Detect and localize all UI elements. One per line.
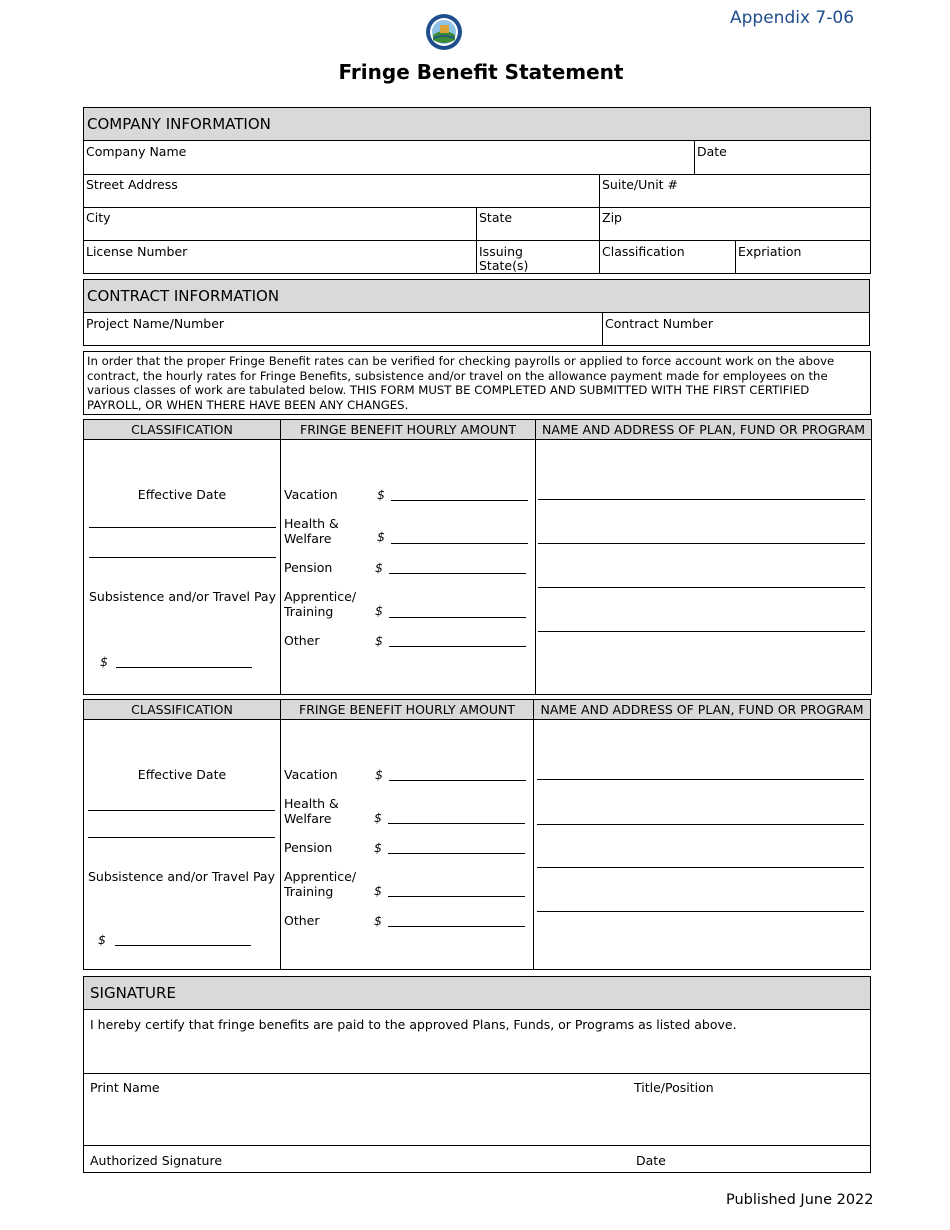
project-name-field[interactable]: Project Name/Number [86, 316, 225, 331]
license-classification-field[interactable]: Classification [602, 244, 685, 259]
apprentice-label-1: Apprentice/ [284, 589, 357, 604]
vacation-amount-line[interactable] [391, 500, 528, 501]
effective-date-label: Effective Date [137, 487, 227, 502]
appendix-label: Appendix 7-06 [730, 8, 855, 28]
signature-heading: SIGNATURE [84, 977, 870, 1010]
other-label-2: Other [284, 913, 320, 928]
fringe-column-header-2: FRINGE BENEFIT HOURLY AMOUNT [299, 702, 515, 717]
vacation-dollar-2: $ [375, 767, 383, 782]
plan-line-2[interactable] [538, 543, 865, 544]
health-label-1: Health & [284, 516, 339, 531]
health-label-4: Welfare [284, 811, 332, 826]
classification-line-4[interactable] [88, 837, 275, 838]
city-field[interactable]: City [86, 210, 111, 225]
apprentice-dollar-2: $ [374, 883, 382, 898]
plan-line-4[interactable] [538, 631, 865, 632]
plan-line-7[interactable] [537, 867, 864, 868]
health-label-2: Welfare [284, 531, 332, 546]
subsistence-amount-line-2[interactable] [115, 945, 251, 946]
classification-column-header-2: CLASSIFICATION [131, 702, 233, 717]
vacation-label-2: Vacation [284, 767, 338, 782]
license-number-field[interactable]: License Number [86, 244, 188, 259]
fringe-table-1 [83, 419, 872, 695]
health-dollar: $ [377, 529, 385, 544]
other-label: Other [284, 633, 320, 648]
state-seal-icon [425, 13, 463, 51]
apprentice-label-4: Training [284, 884, 334, 899]
health-amount-line-2[interactable] [388, 823, 525, 824]
company-section [83, 107, 871, 274]
title-position-field[interactable]: Title/Position [634, 1080, 714, 1095]
subsistence-label-2: Subsistence and/or Travel Pay [88, 869, 275, 884]
classification-line-3[interactable] [88, 810, 275, 811]
other-amount-line[interactable] [389, 646, 526, 647]
signature-date-field[interactable]: Date [636, 1153, 666, 1168]
published-date: Published June 2022 [726, 1192, 874, 1208]
certification-text: I hereby certify that fringe benefits are paid to the approved Plans, Funds, or Programs as listed above. [90, 1017, 737, 1032]
page-title: Fringe Benefit Statement [338, 60, 624, 84]
health-amount-line[interactable] [391, 543, 528, 544]
pension-dollar: $ [375, 560, 383, 575]
effective-date-label-2: Effective Date [137, 767, 227, 782]
vacation-dollar: $ [377, 487, 385, 502]
health-dollar-2: $ [374, 810, 382, 825]
pension-amount-line[interactable] [389, 573, 526, 574]
classification-line-1[interactable] [89, 527, 276, 528]
vacation-label: Vacation [284, 487, 338, 502]
suite-field[interactable]: Suite/Unit # [602, 177, 679, 192]
contract-section [83, 279, 870, 346]
company-date-field[interactable]: Date [697, 144, 727, 159]
fringe-column-header: FRINGE BENEFIT HOURLY AMOUNT [300, 422, 516, 437]
state-field[interactable]: State [479, 210, 513, 225]
contract-number-field[interactable]: Contract Number [605, 316, 713, 331]
instructions-text: In order that the proper Fringe Benefit rates can be verified for checking payrolls or applied to force account work on the above contract, the hourly rates for Fringe Benefits, subsistence and/or travel on the allowance payment made for employees on the various classes of work are tabulated below. THIS FORM MUST BE COMPLETED AND SUBMITTED WITH THE FIRST CERTIFIED PAYROLL, OR WHEN THERE HAVE BEEN ANY CHANGES. [83, 351, 871, 415]
fringe-table-2 [83, 699, 871, 970]
company-name-field[interactable]: Company Name [86, 144, 187, 159]
classification-column-header: CLASSIFICATION [131, 422, 233, 437]
signature-section [83, 976, 871, 1173]
street-address-field[interactable]: Street Address [86, 177, 178, 192]
plan-column-header-2: NAME AND ADDRESS OF PLAN, FUND OR PROGRAM [540, 702, 864, 717]
other-dollar: $ [375, 633, 383, 648]
issuing-state-label-1: Issuing [479, 244, 523, 259]
authorized-signature-field[interactable]: Authorized Signature [90, 1153, 223, 1168]
plan-line-3[interactable] [538, 587, 865, 588]
apprentice-label-2: Training [284, 604, 334, 619]
subsistence-dollar-2: $ [98, 932, 106, 947]
issuing-state-field[interactable] [477, 243, 530, 275]
plan-line-6[interactable] [537, 824, 864, 825]
expiration-field[interactable]: Expriation [738, 244, 802, 259]
apprentice-dollar: $ [375, 603, 383, 618]
apprentice-training-label [284, 589, 356, 619]
subsistence-dollar: $ [100, 654, 108, 669]
health-welfare-label [284, 516, 339, 546]
print-name-field[interactable]: Print Name [90, 1080, 160, 1095]
plan-column-header: NAME AND ADDRESS OF PLAN, FUND OR PROGRAM [542, 422, 865, 437]
pension-dollar-2: $ [374, 840, 382, 855]
apprentice-label-3: Apprentice/ [284, 869, 357, 884]
subsistence-amount-line[interactable] [116, 667, 252, 668]
plan-line-8[interactable] [537, 911, 864, 912]
issuing-state-label-2: State(s) [479, 258, 529, 273]
other-amount-line-2[interactable] [388, 926, 525, 927]
plan-line-5[interactable] [537, 779, 864, 780]
plan-line-1[interactable] [538, 499, 865, 500]
zip-field[interactable]: Zip [602, 210, 622, 225]
pension-label: Pension [284, 560, 333, 575]
other-dollar-2: $ [374, 913, 382, 928]
company-heading: COMPANY INFORMATION [84, 108, 870, 141]
contract-heading: CONTRACT INFORMATION [84, 280, 869, 313]
pension-amount-line-2[interactable] [388, 853, 525, 854]
health-welfare-label-2 [284, 796, 339, 826]
classification-line-2[interactable] [89, 557, 276, 558]
pension-label-2: Pension [284, 840, 333, 855]
vacation-amount-line-2[interactable] [389, 780, 526, 781]
apprentice-amount-line-2[interactable] [388, 896, 525, 897]
apprentice-amount-line[interactable] [389, 617, 526, 618]
subsistence-label: Subsistence and/or Travel Pay [89, 589, 276, 604]
health-label-3: Health & [284, 796, 339, 811]
apprentice-training-label-2 [284, 869, 356, 899]
